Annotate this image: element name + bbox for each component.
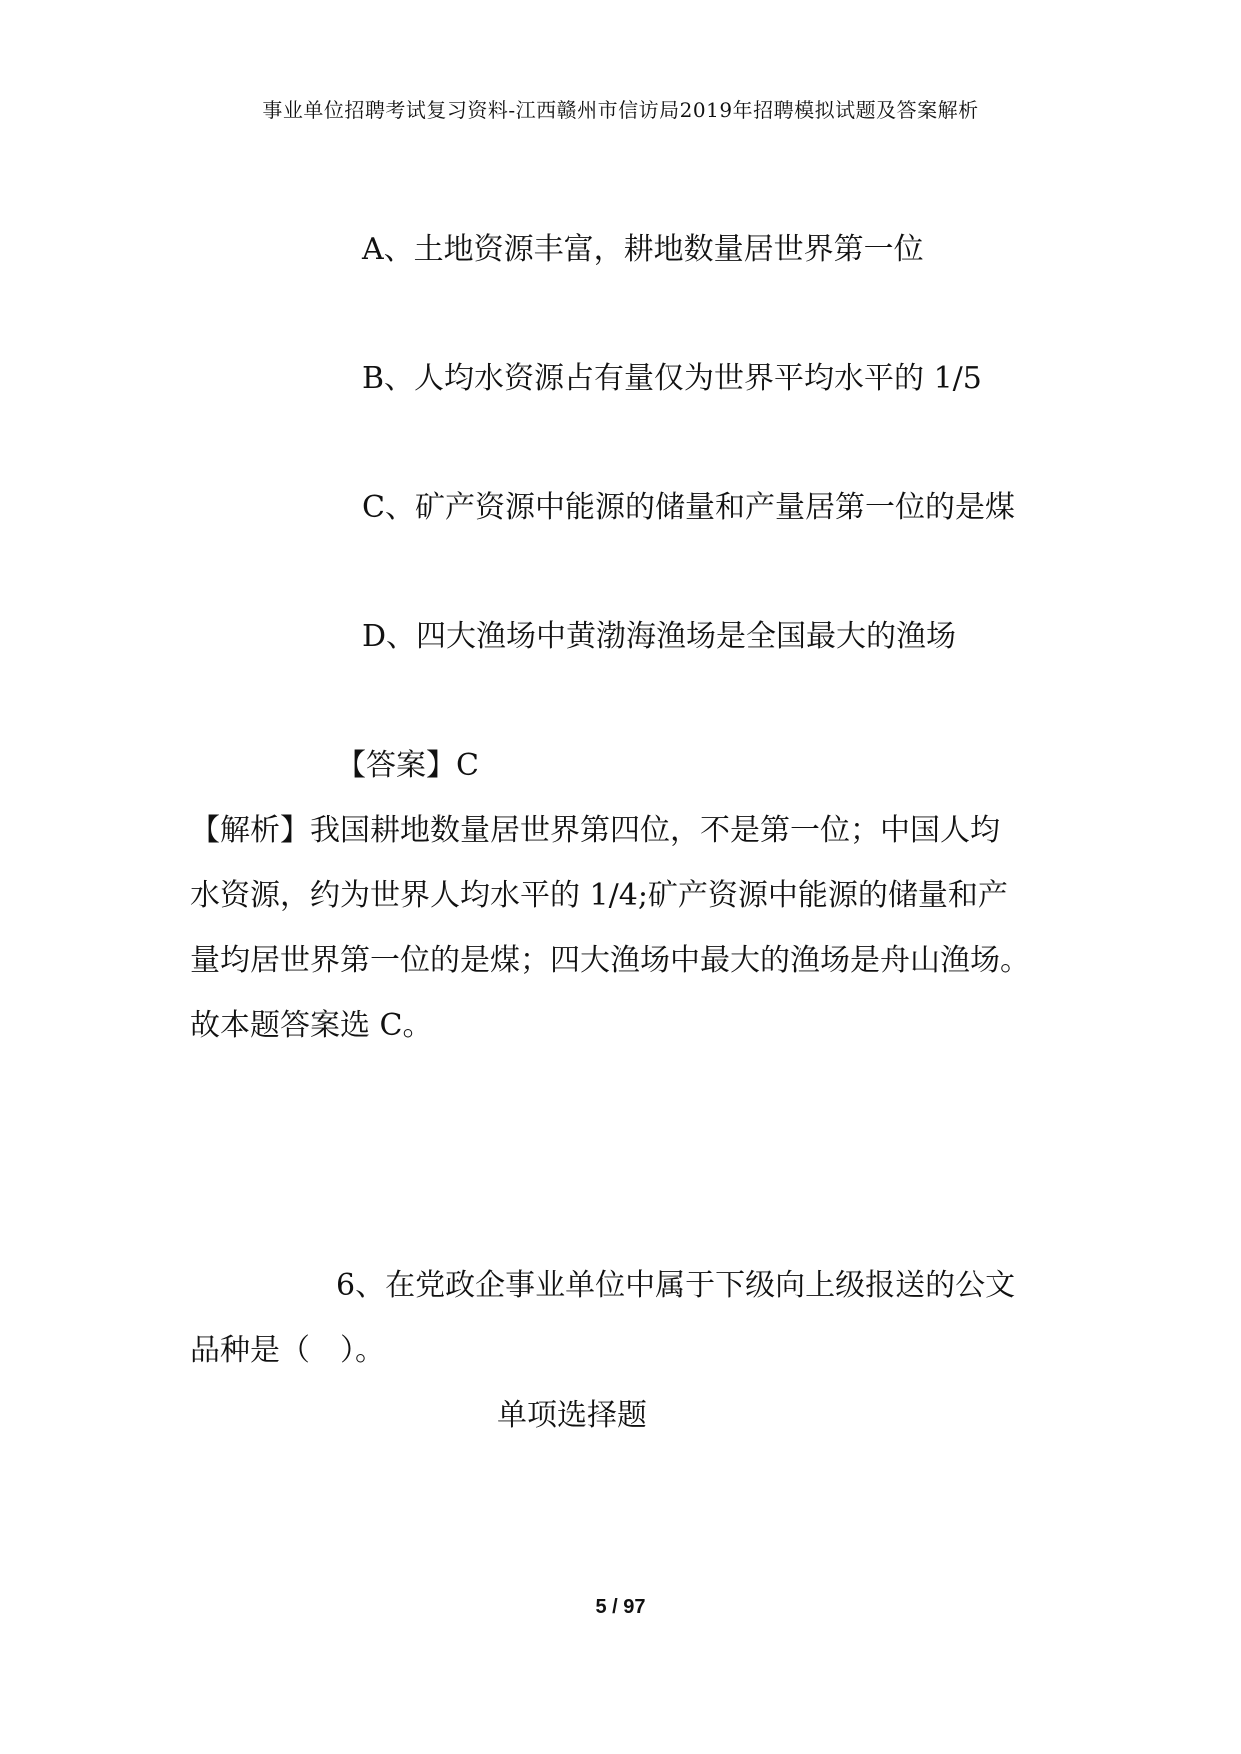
explanation-line-1: 【解析】我国耕地数量居世界第四位，不是第一位；中国人均: [190, 813, 1000, 848]
explanation-line-3: 量均居世界第一位的是煤；四大渔场中最大的渔场是舟山渔场。: [190, 943, 1030, 978]
question-6-line-2: 品种是（ ）。: [190, 1333, 385, 1368]
page-header: 事业单位招聘考试复习资料-江西赣州市信访局2019年招聘模拟试题及答案解析: [262, 98, 979, 122]
option-a: A、土地资源丰富，耕地数量居世界第一位: [362, 232, 924, 267]
option-c: C、矿产资源中能源的储量和产量居第一位的是煤: [362, 490, 1015, 525]
explanation-line-2: 水资源，约为世界人均水平的 1/4;矿产资源中能源的储量和产: [190, 878, 1008, 913]
option-d: D、四大渔场中黄渤海渔场是全国最大的渔场: [362, 619, 957, 654]
question-6-line-1: 6、在党政企事业单位中属于下级向上级报送的公文: [336, 1268, 1016, 1303]
option-b: B、人均水资源占有量仅为世界平均水平的 1/5: [362, 361, 982, 396]
explanation-line-4: 故本题答案选 C。: [190, 1008, 433, 1043]
answer-line: 【答案】C: [336, 748, 479, 783]
page-number: 5 / 97: [595, 1596, 646, 1618]
question-type-label: 单项选择题: [497, 1398, 647, 1433]
